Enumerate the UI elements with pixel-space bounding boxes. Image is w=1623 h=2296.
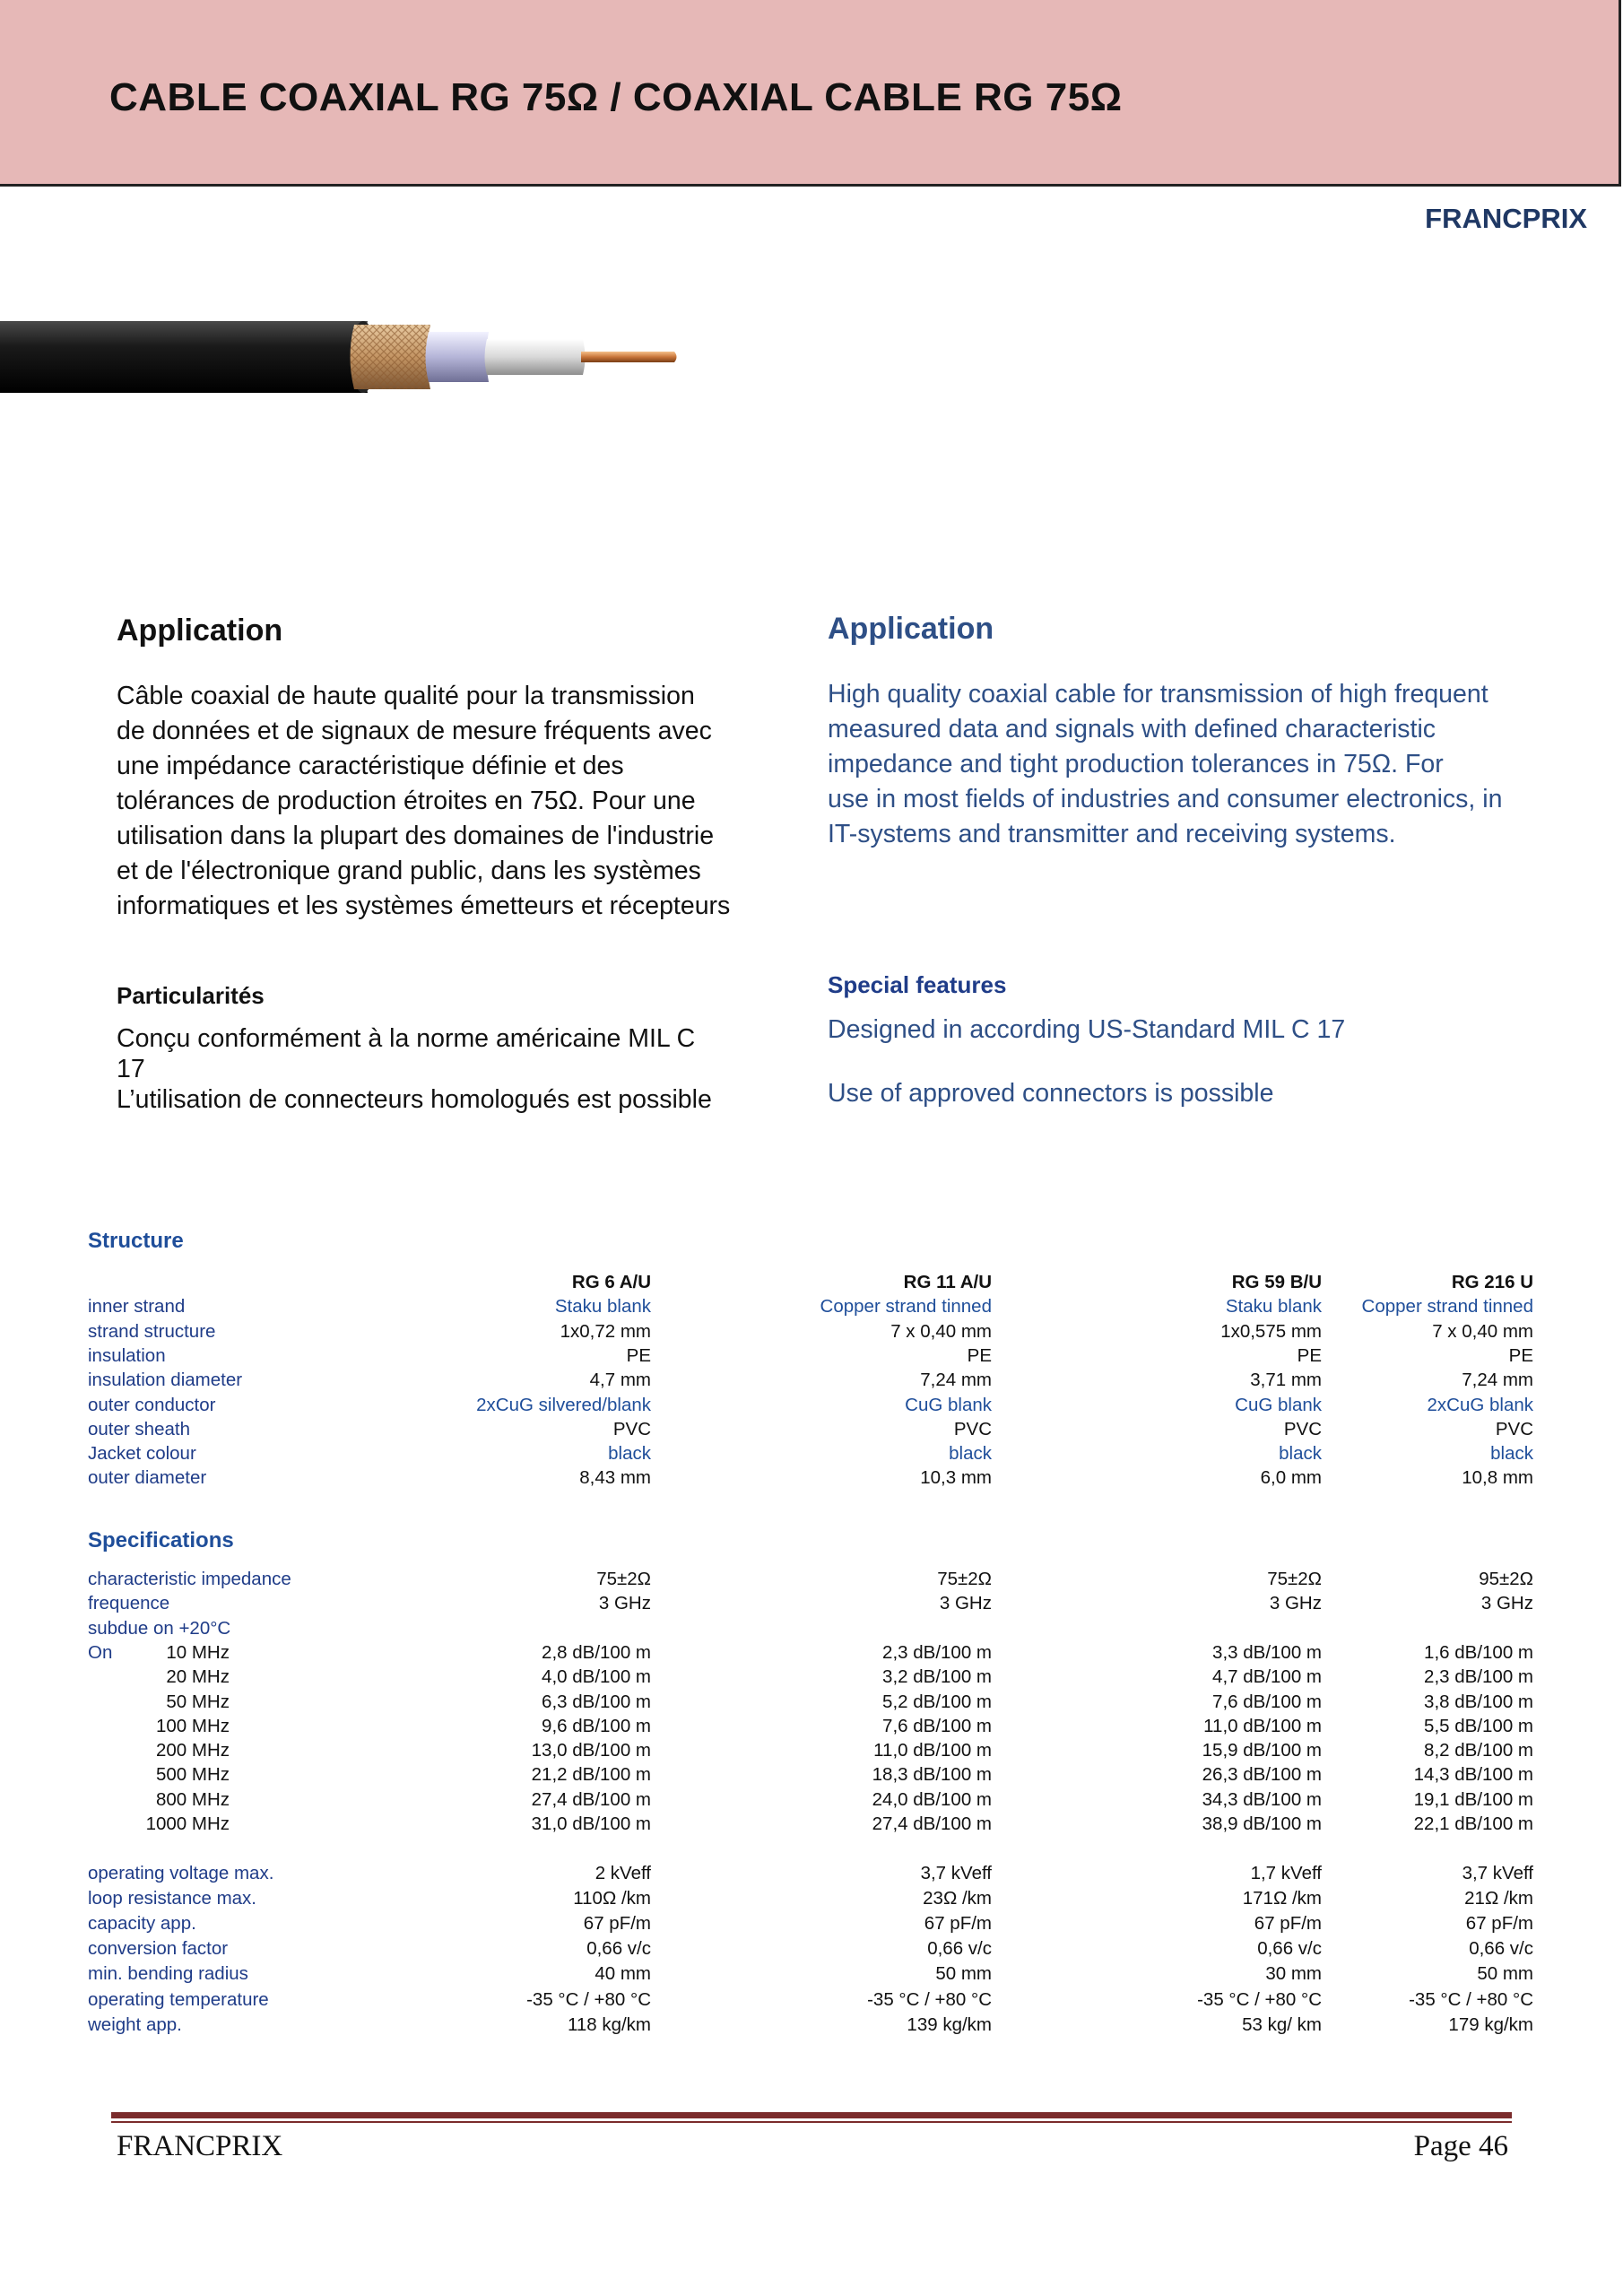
table-cell: 2,3 dB/100 m (1424, 1666, 1533, 1688)
page-number: Page 46 (1413, 2130, 1508, 2162)
row-label: insulation diameter (88, 1370, 243, 1391)
table-cell: RG 6 A/U (571, 1272, 651, 1292)
table-cell: 26,3 dB/100 m (1202, 1764, 1322, 1786)
table-cell: 7,6 dB/100 m (1212, 1691, 1322, 1712)
row-label: conversion factor (88, 1938, 229, 1960)
coaxial-cable-image (0, 305, 690, 413)
table-cell: 10,8 mm (1462, 1467, 1533, 1489)
table-cell: 5,2 dB/100 m (882, 1691, 992, 1712)
table-row (88, 1963, 1533, 1987)
table-row (88, 1989, 1533, 2013)
table-cell: RG 11 A/U (903, 1272, 992, 1292)
table-row (88, 1321, 1533, 1345)
table-row (88, 1370, 1533, 1394)
table-cell: black (949, 1443, 992, 1465)
table-cell: 3,7 kVeff (920, 1862, 992, 1883)
en-features-line-2: Use of approved connectors is possible (828, 1079, 1274, 1108)
table-row (88, 1789, 1533, 1813)
table-cell: black (608, 1443, 651, 1465)
frequency-label (88, 1641, 230, 1664)
table-cell: 3 GHz (939, 1593, 992, 1614)
table-cell: 31,0 dB/100 m (531, 1813, 651, 1834)
table-row (88, 1666, 1533, 1691)
frequency-value: 800 MHz (155, 1788, 230, 1810)
table-row (88, 1419, 1533, 1443)
table-row (88, 1467, 1533, 1492)
table-cell: 18,3 dB/100 m (872, 1764, 992, 1786)
row-label: strand structure (88, 1320, 216, 1342)
table-cell: 0,66 v/c (927, 1938, 992, 1960)
footer-brand: FRANCPRIX (117, 2130, 283, 2162)
fr-features-heading: Particularités (117, 982, 265, 1009)
table-cell: 3 GHz (1480, 1593, 1533, 1614)
table-cell: -35 °C / +80 °C (526, 1988, 651, 2010)
frequency-value: 100 MHz (155, 1715, 230, 1736)
table-cell: 1,6 dB/100 m (1424, 1641, 1533, 1663)
row-label: capacity app. (88, 1913, 196, 1934)
table-row (88, 1345, 1533, 1370)
footer-rule-thin (111, 2121, 1512, 2123)
table-cell: 2,8 dB/100 m (542, 1641, 651, 1663)
table-cell: 11,0 dB/100 m (873, 1740, 992, 1761)
row-label: subdue on +20°C (88, 1617, 231, 1639)
table-cell: 7 x 0,40 mm (1432, 1320, 1533, 1342)
table-cell: 95±2Ω (1479, 1569, 1533, 1589)
table-cell: 8,2 dB/100 m (1424, 1740, 1533, 1761)
frequency-value: 200 MHz (155, 1740, 230, 1761)
table-cell: 22,1 dB/100 m (1413, 1813, 1533, 1834)
table-cell: 30 mm (1265, 1963, 1322, 1985)
table-cell: PVC (1495, 1418, 1533, 1439)
table-cell: 40 mm (595, 1963, 651, 1985)
table-cell: 6,3 dB/100 m (542, 1691, 651, 1712)
table-cell: 3,8 dB/100 m (1424, 1691, 1533, 1712)
table-cell: 0,66 v/c (586, 1938, 651, 1960)
brand-name: FRANCPRIX (1425, 203, 1587, 234)
en-application-heading: Application (828, 612, 994, 646)
table-row (88, 1443, 1533, 1467)
frequency-value: 1000 MHz (145, 1813, 230, 1834)
table-cell: 21,2 dB/100 m (531, 1764, 651, 1786)
table-cell: 0,66 v/c (1257, 1938, 1322, 1960)
specifications-heading: Specifications (88, 1528, 234, 1552)
table-cell: PVC (1283, 1418, 1322, 1439)
table-cell: PE (1508, 1344, 1533, 1366)
table-cell: CuG blank (905, 1394, 992, 1415)
table-cell: 67 pF/m (1465, 1913, 1533, 1934)
table-cell: 75±2Ω (596, 1569, 651, 1589)
table-cell: 5,5 dB/100 m (1424, 1715, 1533, 1736)
frequency-value: 500 MHz (155, 1764, 230, 1786)
row-label: characteristic impedance (88, 1569, 291, 1589)
row-label: loop resistance max. (88, 1887, 257, 1909)
table-row (88, 1569, 1533, 1593)
table-cell: 4,0 dB/100 m (542, 1666, 651, 1688)
row-label: Jacket colour (88, 1443, 196, 1465)
table-cell: RG 59 B/U (1231, 1272, 1322, 1292)
fr-application-heading: Application (117, 613, 283, 648)
table-cell: 1,7 kVeff (1250, 1862, 1322, 1883)
table-cell: Staku blank (1225, 1296, 1322, 1318)
row-label: min. bending radius (88, 1963, 248, 1985)
table-cell: 24,0 dB/100 m (872, 1788, 992, 1810)
table-row (88, 1740, 1533, 1764)
frequency-value: 20 MHz (166, 1666, 230, 1688)
table-cell: 27,4 dB/100 m (872, 1813, 992, 1834)
table-cell: 13,0 dB/100 m (531, 1740, 651, 1761)
fr-features-text: Conçu conformément à la norme américaine MIL C 17 L’utilisation de connecteurs homologués est possible (117, 1024, 712, 1114)
table-cell: PE (626, 1344, 651, 1366)
table-cell: 7,24 mm (920, 1370, 992, 1391)
table-cell: 2xCuG blank (1427, 1394, 1533, 1415)
table-cell: 7,6 dB/100 m (882, 1715, 992, 1736)
table-cell: 118 kg/km (567, 2013, 651, 2035)
row-label: operating voltage max. (88, 1862, 274, 1883)
table-cell: 179 kg/km (1448, 2013, 1533, 2035)
table-cell: PVC (953, 1418, 992, 1439)
table-cell: PE (1297, 1344, 1322, 1366)
table-cell: RG 216 U (1451, 1272, 1533, 1292)
table-cell: PVC (612, 1418, 651, 1439)
table-cell: 9,6 dB/100 m (542, 1715, 651, 1736)
table-row (88, 2014, 1533, 2039)
table-cell: 11,0 dB/100 m (1203, 1715, 1322, 1736)
table-cell: 53 kg/ km (1242, 2013, 1322, 2035)
table-cell: 139 kg/km (907, 2013, 992, 2035)
table-row (88, 1395, 1533, 1419)
table-cell: 27,4 dB/100 m (531, 1788, 651, 1810)
table-cell: 2 kVeff (595, 1862, 651, 1883)
frequency-value: 50 MHz (166, 1691, 230, 1712)
header-band (0, 0, 1621, 187)
table-cell: 2,3 dB/100 m (882, 1641, 992, 1663)
table-cell: 110Ω /km (573, 1887, 651, 1909)
table-row (88, 1716, 1533, 1740)
table-row (88, 1938, 1533, 1962)
row-label: weight app. (88, 2013, 182, 2035)
table-row (88, 1888, 1533, 1912)
table-cell: 6,0 mm (1260, 1467, 1322, 1489)
structure-heading: Structure (88, 1229, 184, 1253)
table-row (88, 1863, 1533, 1887)
table-cell: 14,3 dB/100 m (1413, 1764, 1533, 1786)
footer-rule (111, 2112, 1512, 2118)
table-cell: 50 mm (935, 1963, 992, 1985)
table-row (88, 1593, 1533, 1617)
table-cell: CuG blank (1235, 1394, 1322, 1415)
table-cell: 3,2 dB/100 m (882, 1666, 992, 1688)
table-cell: Staku blank (554, 1296, 651, 1318)
table-cell: Copper strand tinned (820, 1296, 992, 1318)
frequency-value: 10 MHz (166, 1641, 230, 1663)
fr-application-text: Câble coaxial de haute qualité pour la transmission de données et de signaux de mesure fréquents avec une impédance caractéristique définie et des tolérances de production étroites en 75Ω. Pour une utilisation dans la plupart des domaines de l'industrie et de l'électronique grand public, dans les systèmes informatiques et les systèmes émetteurs et récepteurs (117, 682, 731, 920)
table-cell: PE (967, 1344, 992, 1366)
table-cell: 21Ω /km (1464, 1887, 1533, 1909)
table-cell: black (1490, 1443, 1533, 1465)
table-cell: 19,1 dB/100 m (1413, 1788, 1533, 1810)
table-cell: 67 pF/m (1254, 1913, 1322, 1934)
table-cell: 3 GHz (1269, 1593, 1322, 1614)
table-cell: Copper strand tinned (1361, 1296, 1533, 1318)
table-cell: 67 pF/m (583, 1913, 651, 1934)
table-row (88, 1813, 1533, 1838)
table-cell: -35 °C / +80 °C (867, 1988, 992, 2010)
table-cell: 75±2Ω (937, 1569, 992, 1589)
table-cell: 4,7 dB/100 m (1212, 1666, 1322, 1688)
en-application-text: High quality coaxial cable for transmission of high frequent measured data and signals with defined characteristic impedance and tight production tolerances in 75Ω. For use in most fields of industries and consumer electronics, in IT-systems and transmitter and receiving systems. (828, 680, 1503, 848)
en-features-line-1: Designed in according US-Standard MIL C 17 (828, 1015, 1346, 1044)
table-cell: 171Ω /km (1242, 1887, 1322, 1909)
table-cell: 50 mm (1477, 1963, 1533, 1985)
table-cell: -35 °C / +80 °C (1197, 1988, 1322, 2010)
table-cell: 0,66 v/c (1469, 1938, 1533, 1960)
table-cell: -35 °C / +80 °C (1409, 1988, 1533, 2010)
table-cell: 3 GHz (598, 1593, 651, 1614)
table-cell: 1x0,575 mm (1220, 1320, 1322, 1342)
table-cell: black (1279, 1443, 1322, 1465)
table-row (88, 1642, 1533, 1666)
table-cell: 38,9 dB/100 m (1202, 1813, 1322, 1834)
table-cell: 2xCuG silvered/blank (476, 1394, 651, 1415)
table-row (88, 1692, 1533, 1716)
row-label: outer conductor (88, 1394, 216, 1415)
table-row (88, 1764, 1533, 1788)
table-cell: 15,9 dB/100 m (1202, 1740, 1322, 1761)
table-cell: 4,7 mm (589, 1370, 651, 1391)
row-label: inner strand (88, 1296, 186, 1318)
table-cell: 8,43 mm (579, 1467, 651, 1489)
table-header-row (88, 1272, 1533, 1296)
page-title: CABLE COAXIAL RG 75Ω / COAXIAL CABLE RG 75Ω (109, 75, 1123, 119)
row-label: insulation (88, 1344, 166, 1366)
table-cell: 3,7 kVeff (1462, 1862, 1533, 1883)
table-row (88, 1296, 1533, 1320)
row-label: outer diameter (88, 1467, 207, 1489)
table-cell: 10,3 mm (920, 1467, 992, 1489)
table-row (88, 1618, 1533, 1642)
row-label: operating temperature (88, 1988, 269, 2010)
table-cell: 34,3 dB/100 m (1202, 1788, 1322, 1810)
row-label: frequence (88, 1593, 170, 1614)
table-cell: 3,71 mm (1250, 1370, 1322, 1391)
table-cell: 7,24 mm (1462, 1370, 1533, 1391)
en-features-heading: Special features (828, 971, 1007, 998)
table-cell: 75±2Ω (1267, 1569, 1322, 1589)
table-cell: 1x0,72 mm (560, 1320, 651, 1342)
table-row (88, 1913, 1533, 1937)
attenuation-prefix: On (88, 1641, 113, 1663)
table-cell: 3,3 dB/100 m (1212, 1641, 1322, 1663)
table-cell: 7 x 0,40 mm (890, 1320, 992, 1342)
table-cell: 67 pF/m (924, 1913, 992, 1934)
table-cell: 23Ω /km (923, 1887, 992, 1909)
row-label: outer sheath (88, 1418, 190, 1439)
